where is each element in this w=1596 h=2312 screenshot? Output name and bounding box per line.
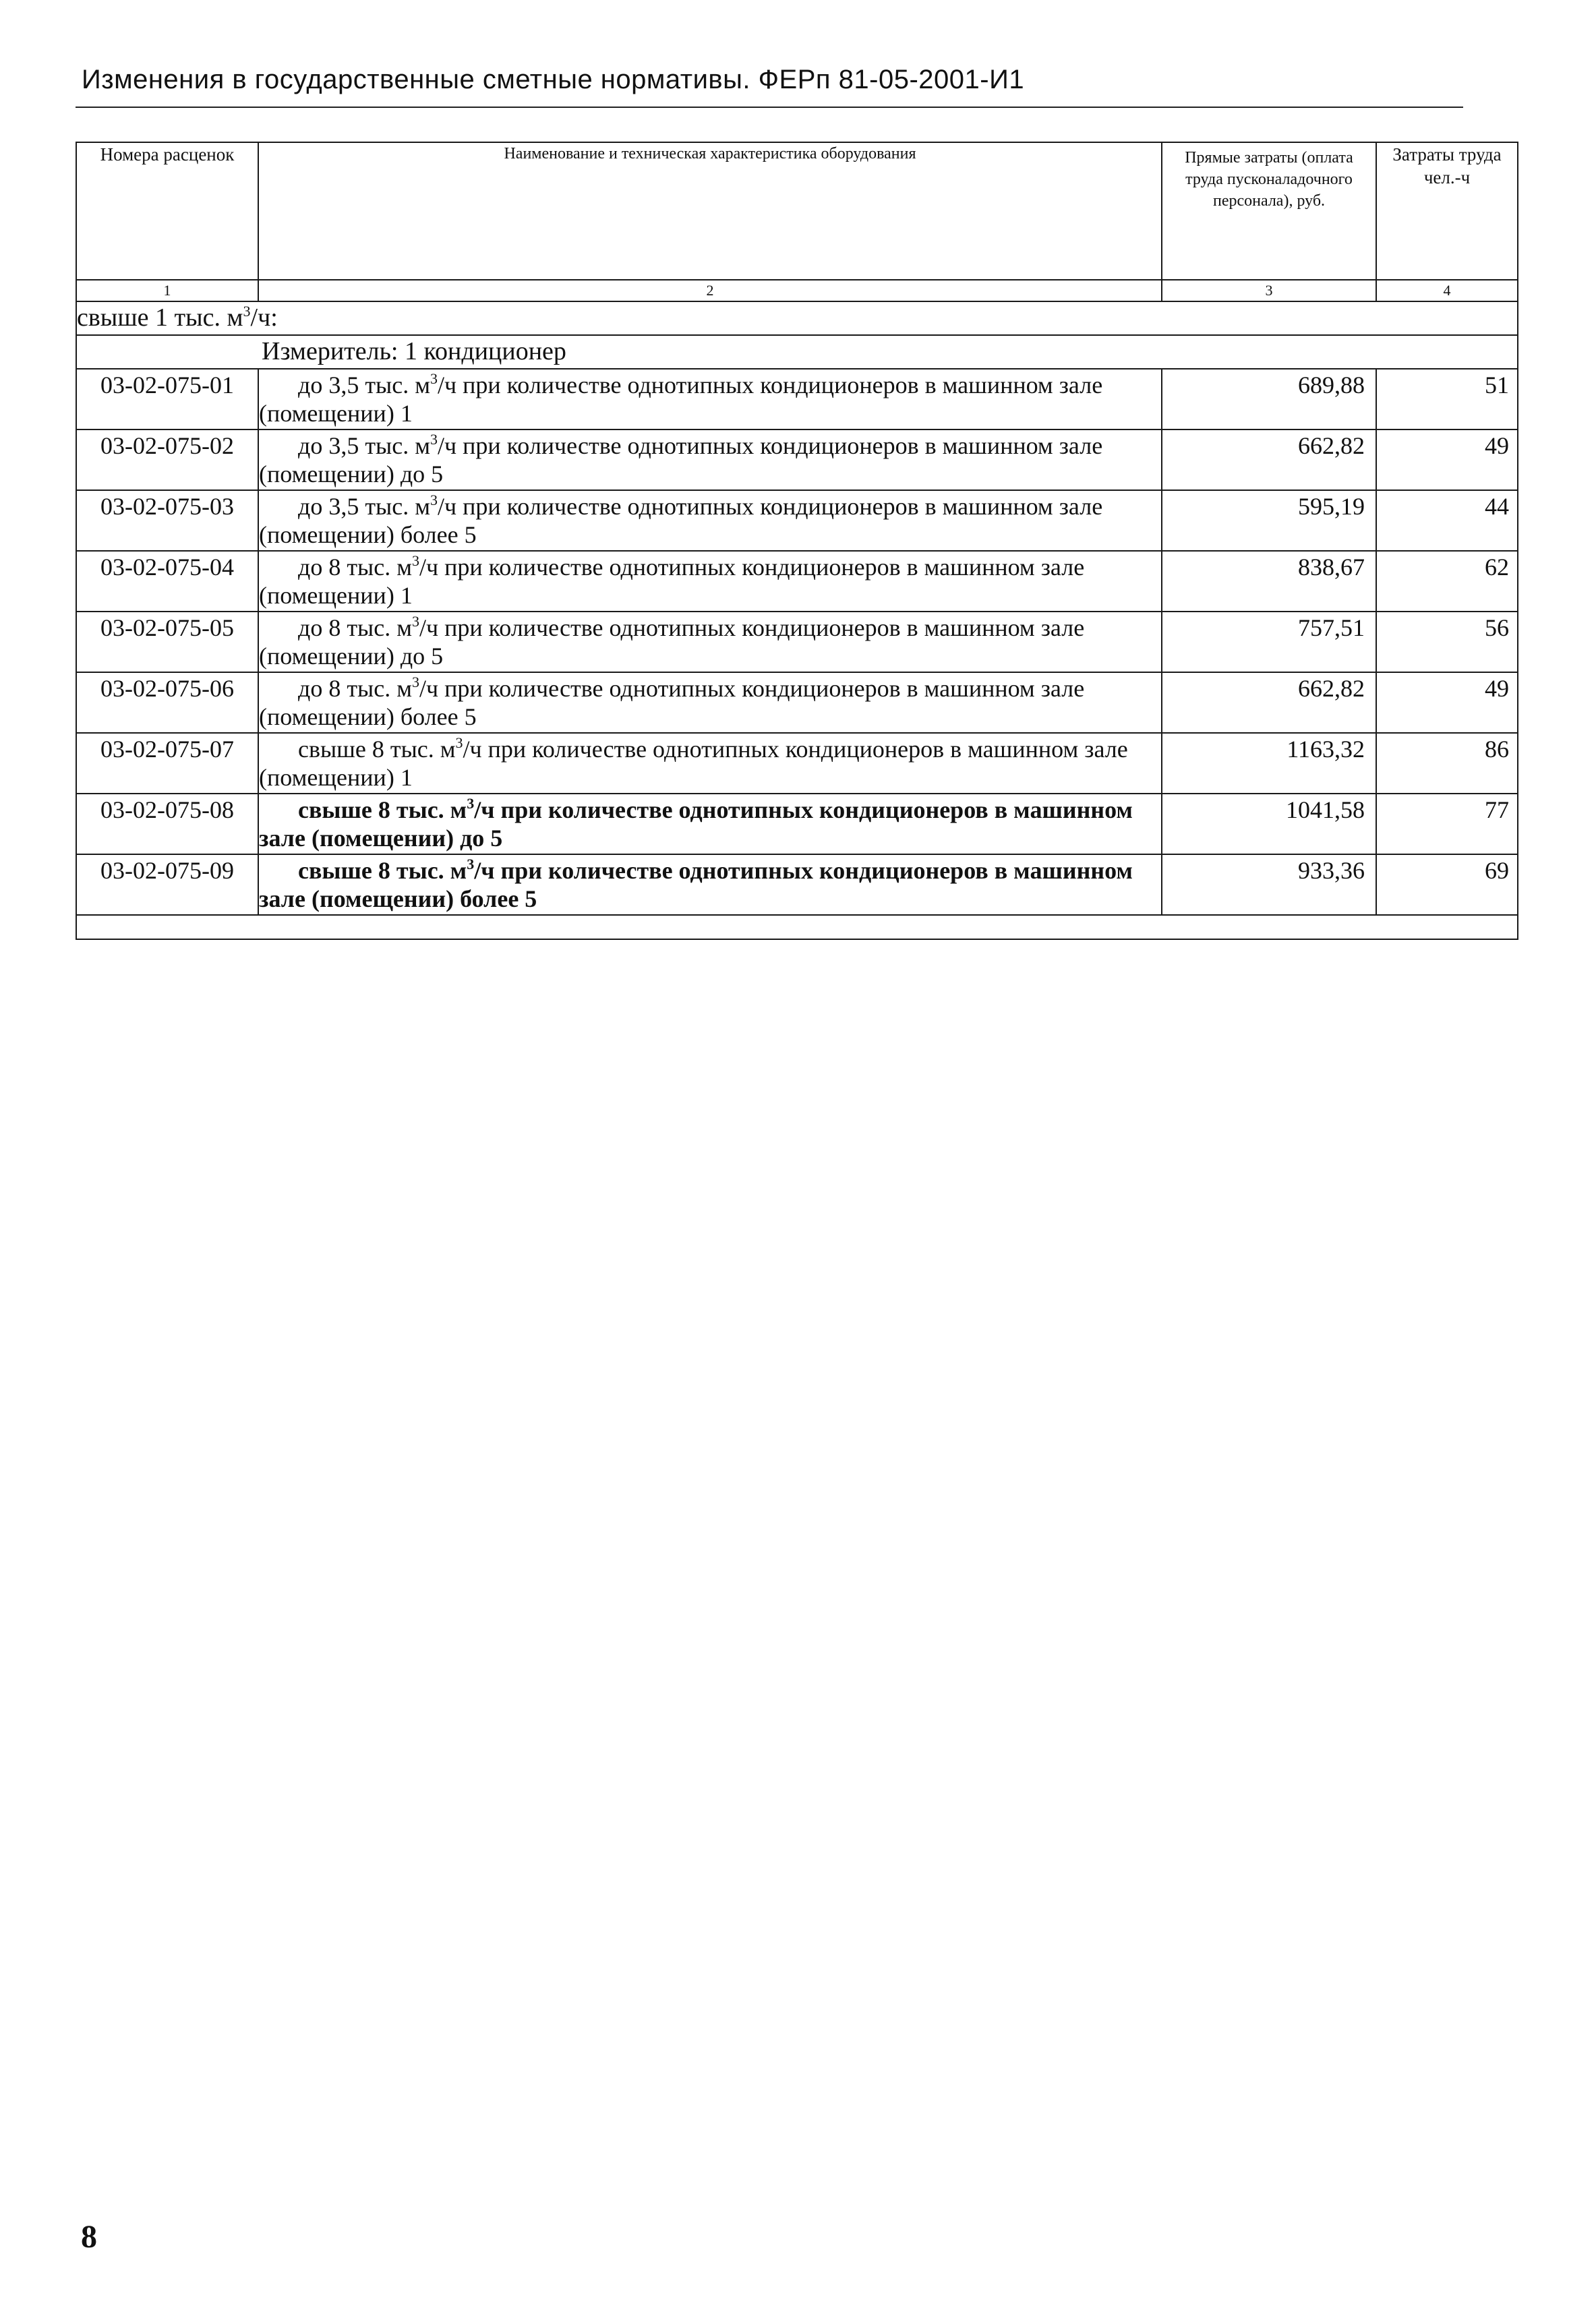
table-row — [76, 854, 1518, 915]
equipment-name-text: свыше 8 тыс. $м^3/ч$ при количестве однотипных кондиционеров в машинном зале (помещении) 1 — [259, 734, 1128, 791]
group-heading-row — [76, 301, 1518, 335]
labor-cost-cell: 56 — [1376, 612, 1518, 672]
rates-table — [76, 142, 1518, 940]
labor-cost-cell: 69 — [1376, 854, 1518, 915]
rate-code-cell: 03-02-075-02 — [76, 429, 258, 490]
table-row — [76, 794, 1518, 854]
table-row — [76, 612, 1518, 672]
page-header-title: Изменения в государственные сметные нормативы. ФЕРп 81-05-2001-И1 — [82, 65, 1025, 94]
equipment-name-text: свыше 8 тыс. $м^3/ч$ при количестве однотипных кондиционеров в машинном зале (помещении) более 5 — [259, 856, 1133, 912]
labor-cost-cell: 51 — [1376, 369, 1518, 429]
rate-code-cell: 03-02-075-09 — [76, 854, 258, 915]
column-header-codes: Номера расценок — [76, 142, 258, 280]
rate-code-cell: 03-02-075-05 — [76, 612, 258, 672]
column-header-labor: Затраты труда чел.-ч — [1376, 142, 1518, 280]
table-row — [76, 490, 1518, 551]
equipment-name-cell — [258, 733, 1162, 794]
table-row — [76, 369, 1518, 429]
direct-cost-cell: 1041,58 — [1162, 794, 1376, 854]
direct-cost-cell: 662,82 — [1162, 672, 1376, 733]
rate-code-cell: 03-02-075-08 — [76, 794, 258, 854]
direct-cost-cell: 662,82 — [1162, 429, 1376, 490]
table-row — [76, 672, 1518, 733]
equipment-name-text: до 8 тыс. $м^3/ч$ при количестве однотипных кондиционеров в машинном зале (помещении) 1 — [259, 552, 1085, 609]
column-number: 2 — [258, 280, 1162, 301]
column-number-row — [76, 280, 1518, 301]
page-number: 8 — [81, 2219, 97, 2255]
equipment-name-cell — [258, 429, 1162, 490]
direct-cost-cell: 838,67 — [1162, 551, 1376, 612]
labor-cost-cell: 62 — [1376, 551, 1518, 612]
table-tail-row — [76, 915, 1518, 939]
table-row — [76, 429, 1518, 490]
rate-code-cell: 03-02-075-07 — [76, 733, 258, 794]
direct-cost-cell: 689,88 — [1162, 369, 1376, 429]
equipment-name-text: до 8 тыс. $м^3/ч$ при количестве однотипных кондиционеров в машинном зале (помещении) более 5 — [259, 674, 1085, 730]
labor-cost-cell: 86 — [1376, 733, 1518, 794]
labor-cost-cell: 49 — [1376, 429, 1518, 490]
equipment-name-cell — [258, 551, 1162, 612]
equipment-name-text: до 3,5 тыс. $м^3/ч$ при количестве однотипных кондиционеров в машинном зале (помещении) до 5 — [259, 431, 1103, 487]
header-rule — [76, 107, 1463, 108]
equipment-name-cell — [258, 490, 1162, 551]
measure-row — [76, 335, 1518, 369]
column-header-name: Наименование и техническая характеристика оборудования — [258, 142, 1162, 280]
direct-cost-cell: 595,19 — [1162, 490, 1376, 551]
measure-unit: Измеритель: 1 кондиционер — [76, 335, 1518, 369]
column-number: 3 — [1162, 280, 1376, 301]
direct-cost-cell: 1163,32 — [1162, 733, 1376, 794]
rates-table-container — [76, 142, 1517, 940]
group-heading: свыше 1 тыс. $м^3/ч$: — [76, 301, 1518, 335]
rate-code-cell: 03-02-075-06 — [76, 672, 258, 733]
equipment-name-cell — [258, 672, 1162, 733]
column-number: 4 — [1376, 280, 1518, 301]
equipment-name-cell — [258, 369, 1162, 429]
table-header-row — [76, 142, 1518, 280]
rate-code-cell: 03-02-075-04 — [76, 551, 258, 612]
direct-cost-cell: 933,36 — [1162, 854, 1376, 915]
equipment-name-cell — [258, 612, 1162, 672]
rate-code-cell: 03-02-075-01 — [76, 369, 258, 429]
column-header-direct-costs: Прямые затраты (оплата труда пусконаладочного персонала), руб. — [1162, 142, 1376, 280]
equipment-name-cell — [258, 794, 1162, 854]
table-row — [76, 551, 1518, 612]
table-row — [76, 733, 1518, 794]
equipment-name-text: свыше 8 тыс. $м^3/ч$ при количестве однотипных кондиционеров в машинном зале (помещении) до 5 — [259, 795, 1133, 852]
equipment-name-text: до 3,5 тыс. $м^3/ч$ при количестве однотипных кондиционеров в машинном зале (помещении) более 5 — [259, 492, 1103, 548]
table-tail-cell — [76, 915, 1518, 939]
equipment-name-text: до 3,5 тыс. $м^3/ч$ при количестве однотипных кондиционеров в машинном зале (помещении) 1 — [259, 370, 1103, 427]
rate-code-cell: 03-02-075-03 — [76, 490, 258, 551]
labor-cost-cell: 77 — [1376, 794, 1518, 854]
labor-cost-cell: 49 — [1376, 672, 1518, 733]
labor-cost-cell: 44 — [1376, 490, 1518, 551]
column-number: 1 — [76, 280, 258, 301]
direct-cost-cell: 757,51 — [1162, 612, 1376, 672]
equipment-name-text: до 8 тыс. $м^3/ч$ при количестве однотипных кондиционеров в машинном зале (помещении) до 5 — [259, 613, 1085, 670]
equipment-name-cell — [258, 854, 1162, 915]
